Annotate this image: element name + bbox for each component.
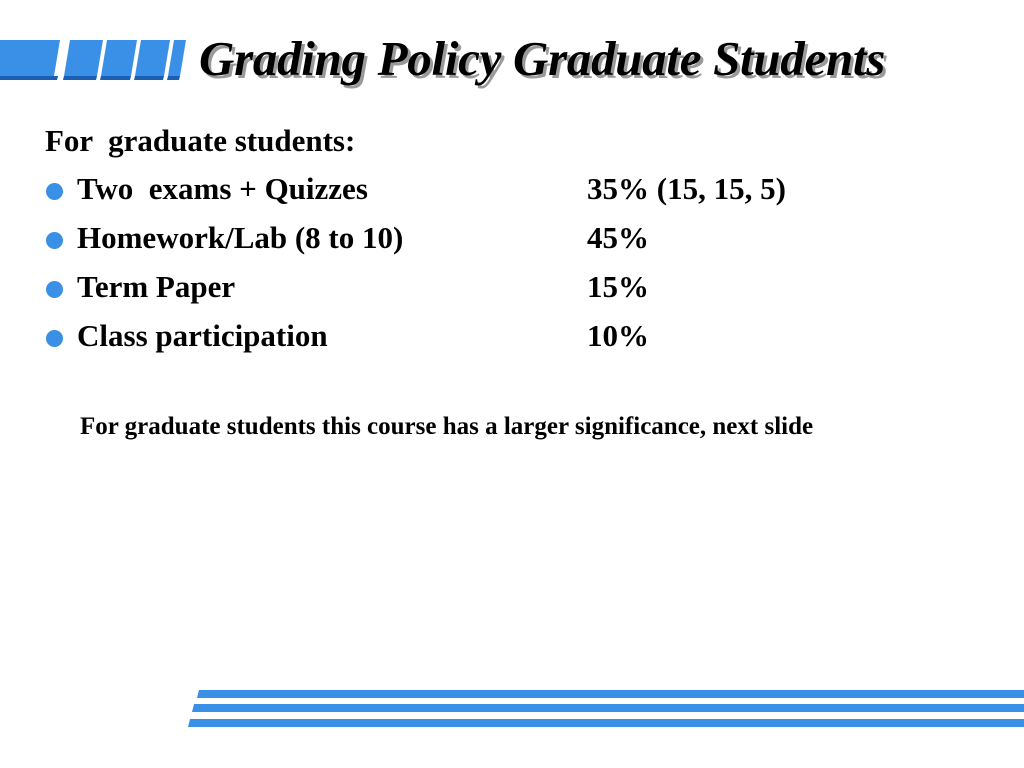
item-value: 15% [587, 269, 649, 304]
bullet-icon [46, 330, 63, 347]
list-item [45, 318, 805, 367]
item-label: Two exams + Quizzes [77, 171, 368, 206]
bullet-icon [46, 183, 63, 200]
footnote-text: For graduate students this course has a larger significance, next slide [80, 413, 814, 440]
slide-title: Grading Policy Graduate Students [199, 31, 885, 86]
item-value: 10% [587, 318, 649, 353]
list-item [45, 269, 805, 318]
item-label: Term Paper [77, 269, 236, 304]
intro-text: For graduate students: [45, 123, 356, 158]
item-label: Homework/Lab (8 to 10) [77, 220, 404, 255]
title-stripes-decoration [0, 40, 190, 80]
list-item [45, 171, 805, 220]
bottom-stripes-decoration [188, 690, 1024, 730]
item-label: Class participation [77, 318, 328, 353]
grading-list [45, 171, 805, 367]
list-item [45, 220, 805, 269]
bullet-icon [46, 232, 63, 249]
item-value: 35% (15, 15, 5) [587, 171, 786, 206]
item-value: 45% [587, 220, 649, 255]
bullet-icon [46, 281, 63, 298]
